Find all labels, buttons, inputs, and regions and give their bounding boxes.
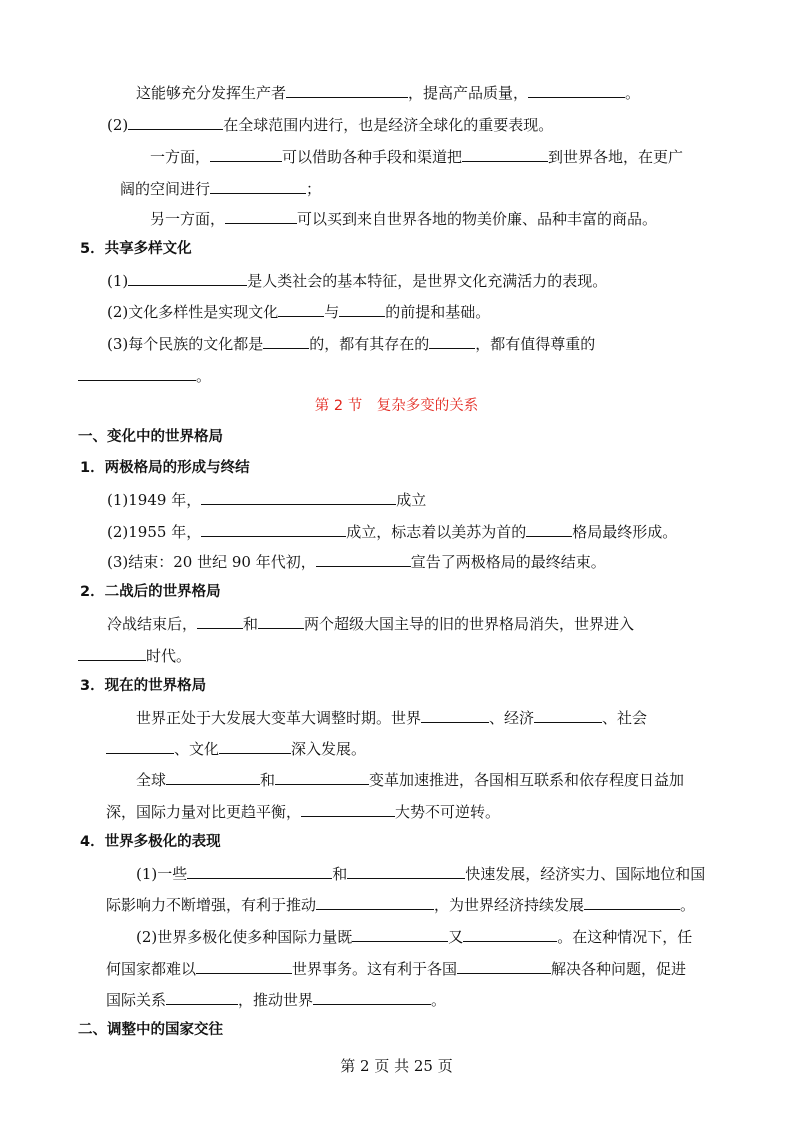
text-line (106, 801, 500, 822)
text: 的，都有其存在的 (309, 335, 430, 353)
fill-blank[interactable] (78, 645, 146, 661)
fill-blank[interactable] (457, 958, 551, 974)
text-line (78, 645, 191, 666)
text: 全球 (136, 771, 167, 789)
fill-blank[interactable] (339, 301, 385, 317)
text: 。 (680, 896, 696, 914)
text-line (136, 926, 692, 947)
text: 快速发展，经济实力、国际地位和国 (465, 865, 706, 883)
fill-blank[interactable] (278, 301, 324, 317)
section-heading: 3．现在的世界格局 (80, 678, 207, 694)
text: 可以买到来自世界各地的物美价廉、品种丰富的商品。 (297, 210, 658, 228)
fill-blank[interactable] (584, 894, 680, 910)
text: 阔的空间进行 (120, 180, 211, 198)
text: 宣告了两极格局的最终结束。 (410, 553, 606, 571)
text-line (106, 958, 686, 979)
fill-blank[interactable] (275, 769, 369, 785)
fill-blank[interactable] (463, 926, 557, 942)
fill-blank[interactable] (197, 613, 243, 629)
fill-blank[interactable] (166, 989, 238, 1005)
text: 。在这种情况下，任 (557, 928, 693, 946)
section-heading: 4．世界多极化的表现 (80, 834, 221, 850)
fill-blank[interactable] (526, 521, 572, 537)
text: 世界事务。这有利于各国 (292, 960, 458, 978)
text: 一方面， (150, 148, 211, 166)
text: 时代。 (146, 647, 192, 665)
text: 国际关系 (106, 991, 167, 1009)
text-line (107, 114, 553, 135)
section-heading: 1．两极格局的形成与终结 (80, 460, 250, 476)
text: 、文化 (174, 740, 220, 758)
fill-blank[interactable] (219, 738, 291, 754)
text: 与 (324, 303, 340, 321)
section-heading: 二、调整中的国家交往 (78, 1022, 223, 1038)
text: 这能够充分发挥生产者 (136, 84, 287, 102)
text: 格局最终形成。 (572, 523, 678, 541)
section-heading: 2．二战后的世界格局 (80, 584, 221, 600)
text: (3)结束：20 世纪 90 年代初， (107, 553, 316, 571)
fill-blank[interactable] (201, 489, 396, 505)
fill-blank[interactable] (225, 208, 297, 224)
text: 世界正处于大发展大变革大调整时期。世界 (136, 709, 422, 727)
fill-blank[interactable] (263, 333, 309, 349)
fill-blank[interactable] (166, 769, 260, 785)
text: (2) (107, 116, 129, 134)
text-line (107, 521, 677, 542)
text: 大势不可逆转。 (395, 803, 501, 821)
text: 和 (243, 615, 259, 633)
text: 。 (431, 991, 447, 1009)
fill-blank[interactable] (286, 82, 408, 98)
text: 是人类社会的基本特征，是世界文化充满活力的表现。 (247, 272, 608, 290)
text-line (136, 863, 705, 884)
text: 和 (332, 865, 348, 883)
text-line (106, 894, 695, 915)
text: 际影响力不断增强，有利于推动 (106, 896, 317, 914)
fill-blank[interactable] (316, 551, 411, 567)
text: (1) (107, 272, 129, 290)
text: (2)世界多极化使多种国际力量既 (136, 928, 353, 946)
text-line (107, 613, 634, 634)
fill-blank[interactable] (421, 707, 489, 723)
text: 两个超级大国主导的旧的世界格局消失，世界进入 (304, 615, 635, 633)
text: (2)文化多样性是实现文化 (107, 303, 279, 321)
fill-blank[interactable] (210, 178, 306, 194)
text-line (106, 738, 366, 759)
fill-blank[interactable] (313, 989, 431, 1005)
text: 可以借助各种手段和渠道把 (282, 148, 463, 166)
text: 。 (196, 367, 212, 385)
text: ，为世界经济持续发展 (434, 896, 585, 914)
text-line (136, 82, 640, 103)
fill-blank[interactable] (128, 270, 247, 286)
fill-blank[interactable] (106, 738, 174, 754)
fill-blank[interactable] (210, 146, 282, 162)
section-heading: 5．共享多样文化 (80, 241, 192, 257)
fill-blank[interactable] (352, 926, 448, 942)
fill-blank[interactable] (301, 801, 395, 817)
text-line (107, 489, 426, 510)
fill-blank[interactable] (429, 333, 475, 349)
fill-blank[interactable] (534, 707, 602, 723)
text-line (136, 769, 684, 790)
text: ，推动世界 (238, 991, 314, 1009)
text: 深，国际力量对比更趋平衡， (106, 803, 302, 821)
text: (1)一些 (136, 865, 188, 883)
text-line (106, 989, 446, 1010)
text-line (150, 208, 657, 229)
text: 成立，标志着以美苏为首的 (346, 523, 527, 541)
section-heading: 一、变化中的世界格局 (78, 429, 223, 445)
fill-blank[interactable] (528, 82, 625, 98)
text: 又 (448, 928, 464, 946)
text: 、社会 (602, 709, 648, 727)
text: ，提高产品质量， (408, 84, 529, 102)
fill-blank[interactable] (462, 146, 548, 162)
text-line (107, 270, 607, 291)
text-line (136, 707, 647, 728)
page-number: 第 2 页 共 25 页 (340, 1057, 453, 1075)
section-title: 第 2 节 复杂多变的关系 (314, 398, 479, 414)
text-line (107, 333, 595, 354)
text: (1)1949 年， (107, 491, 202, 509)
text: 和 (260, 771, 276, 789)
text: 深入发展。 (291, 740, 367, 758)
fill-blank[interactable] (258, 613, 304, 629)
text-line (120, 178, 321, 199)
text: 另一方面， (150, 210, 226, 228)
text-line (150, 146, 683, 167)
text: 冷战结束后， (107, 615, 198, 633)
text: 何国家都难以 (106, 960, 197, 978)
text: 在全球范围内进行，也是经济全球化的重要表现。 (223, 116, 554, 134)
fill-blank[interactable] (128, 114, 223, 130)
fill-blank[interactable] (347, 863, 465, 879)
text: 。 (625, 84, 641, 102)
text: 解决各种问题，促进 (551, 960, 687, 978)
fill-blank[interactable] (201, 521, 346, 537)
fill-blank[interactable] (187, 863, 332, 879)
text-line (107, 551, 606, 572)
text: ； (306, 180, 322, 198)
fill-blank[interactable] (78, 365, 196, 381)
text: 变革加速推进，各国相互联系和依存程度日益加 (369, 771, 685, 789)
text-line (78, 365, 211, 386)
fill-blank[interactable] (316, 894, 434, 910)
text: ，都有值得尊重的 (475, 335, 596, 353)
text: 成立 (396, 491, 427, 509)
text: 到世界各地，在更广 (548, 148, 684, 166)
text-line (107, 301, 490, 322)
fill-blank[interactable] (196, 958, 292, 974)
text: 的前提和基础。 (385, 303, 491, 321)
text: 、经济 (489, 709, 535, 727)
text: (2)1955 年， (107, 523, 202, 541)
text: (3)每个民族的文化都是 (107, 335, 264, 353)
